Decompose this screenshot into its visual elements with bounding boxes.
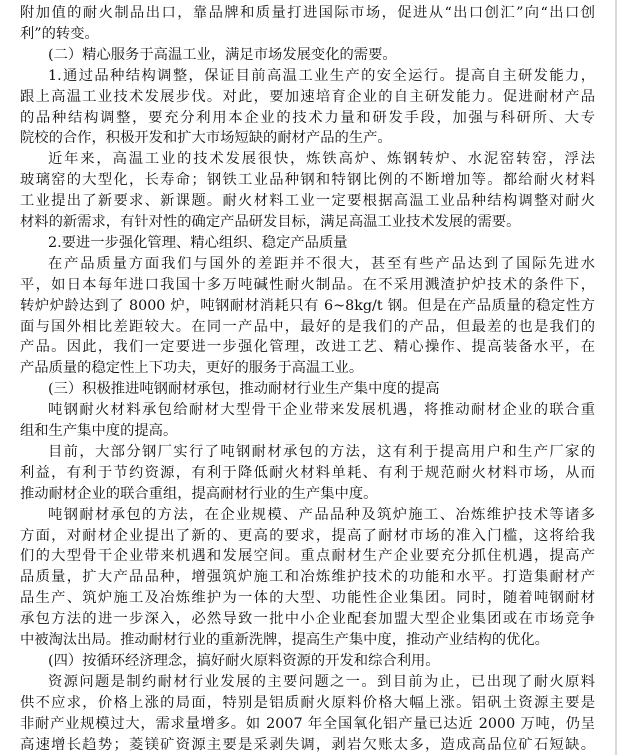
text-line: 们的大型骨干企业带来机遇和发展空间。重点耐材生产企业要充分抓住机遇，提高产 bbox=[20, 548, 595, 565]
text-line: 承包方法的进一步深入，必然导致一批中小企业配套加盟大型企业集团或在市场竞争 bbox=[20, 611, 595, 628]
text-line: 组和生产集中度的提高。 bbox=[20, 423, 178, 439]
text-line: 吨钢耐火材料承包给耐材大型骨干企业带来发展机遇，将推动耐材企业的联合重 bbox=[48, 402, 595, 419]
text-line: 面与国外相比差距较大。在同一产品中，最好的是我们的产品，但最差的也是我们的 bbox=[20, 318, 595, 335]
text-line: 品质量，扩大产品品种，增强筑炉施工和冶炼维护技术的功能和水平。打造集耐材产 bbox=[20, 569, 595, 586]
text-line: 非耐产业规模过大，需求量增多。如 2007 年全国氧化铝产量已达近 2000 万吨，仍呈 bbox=[20, 715, 595, 732]
text-line: 院校的合作，积极开发和扩大市场短缺的耐材产品的生产。 bbox=[20, 130, 392, 147]
text-line: 转炉炉龄达到了 8000 炉，吨钢耐材消耗只有 6~8kg/t 钢。但是在产品质量的稳定性方 bbox=[20, 297, 595, 314]
text-line: 材料的新需求，有针对性的确定产品研发目标，满足高温工业技术发展的需要。 bbox=[20, 214, 521, 230]
text-line: 的品种结构调整，要充分利用本企业的技术力量和研发手段，加强与科研所、大专 bbox=[20, 109, 595, 126]
text-line: 方面，对耐材企业提出了新的、更高的要求，提高了耐材市场的准入门槛，这将给我 bbox=[20, 527, 595, 544]
text-line: (二）精心服务于高温工业，满足市场发展变化的需要。 bbox=[48, 46, 397, 63]
text-line: 产品质量的稳定性上下功夫，更好的服务于高温工业。 bbox=[20, 360, 364, 377]
text-line: 产品。因此，我们一定要进一步强化管理，改进工艺、精心操作、提高装备水平，在 bbox=[20, 339, 595, 356]
text-line: 利”的转变。 bbox=[20, 25, 99, 42]
text-line: (三）积极推进吨钢耐材承包，推动耐材行业生产集中度的提高 bbox=[48, 381, 440, 398]
text-line: 工业提出了新要求、新课题。耐火材料工业一定要根据高温工业品种结构调整对耐火 bbox=[20, 193, 595, 210]
text-line: 平，如日本每年进口我国十多万吨碱性耐火制品。在不采用溅渣护炉技术的条件下， bbox=[20, 276, 595, 293]
text-line: 1.通过品种结构调整，保证目前高温工业生产的安全运行。提高自主研发能力， bbox=[48, 67, 595, 84]
text-line: 目前，大部分钢厂实行了吨钢耐材承包的方法，这有利于提高用户和生产厂家的 bbox=[48, 443, 595, 460]
text-line: 品生产、筑炉施工及冶炼维护为一体的大型、功能性企业集团。同时，随着吨钢耐材 bbox=[20, 590, 595, 607]
text-line: 跟上高温工业技术发展步伐。对此，要加速培育企业的自主研发能力。促进耐材产品 bbox=[20, 88, 595, 105]
text-line: (四）按循环经济理念，搞好耐火原料资源的开发和综合利用。 bbox=[48, 652, 440, 669]
text-line: 推动耐材企业的联合重组，提高耐材行业的生产集中度。 bbox=[20, 485, 378, 502]
text-line: 资源问题是制约耐材行业发展的主要问题之一。到目前为止，已出现了耐火原料 bbox=[48, 673, 595, 690]
text-line: 利益，有利于节约资源，有利于降低耐火材料单耗、有利于规范耐火材料市场，从而 bbox=[20, 464, 595, 481]
text-line: 玻璃窑的大型化，长寿命；钢铁工业品种钢和特钢比例的不断增加等。都给耐火材料 bbox=[20, 172, 595, 189]
text-line: 高速增长趋势；菱镁矿资源主要是采剥失调，剥岩欠账太多，造成高品位矿石短缺。 bbox=[20, 736, 595, 753]
text-line: 供不应求，价格上涨的局面，特别是铝质耐火原料价格大幅上涨。铝矾土资源主要是 bbox=[20, 694, 595, 711]
text-line: 2.要进一步强化管理、精心组织、稳定产品质量 bbox=[48, 234, 348, 251]
text-line: 附加值的耐火制品出口，靠品牌和质量打进国际市场，促进从“出口创汇”向“出口创 bbox=[20, 5, 595, 21]
text-line: 在产品质量方面我们与国外的差距并不很大，甚至有些产品达到了国际先进水 bbox=[48, 255, 595, 272]
text-line: 中被淘汰出局。推动耐材行业的重新洗牌，提高生产集中度，推动产业结构的优化。 bbox=[20, 632, 549, 648]
text-line: 近年来，高温工业的技术发展很快，炼铁高炉、炼钢转炉、水泥窑转窑，浮法 bbox=[48, 151, 595, 168]
text-line: 吨钢耐材承包的方法，在企业规模、产品品种及筑炉施工、冶炼维护技术等诸多 bbox=[48, 506, 595, 523]
